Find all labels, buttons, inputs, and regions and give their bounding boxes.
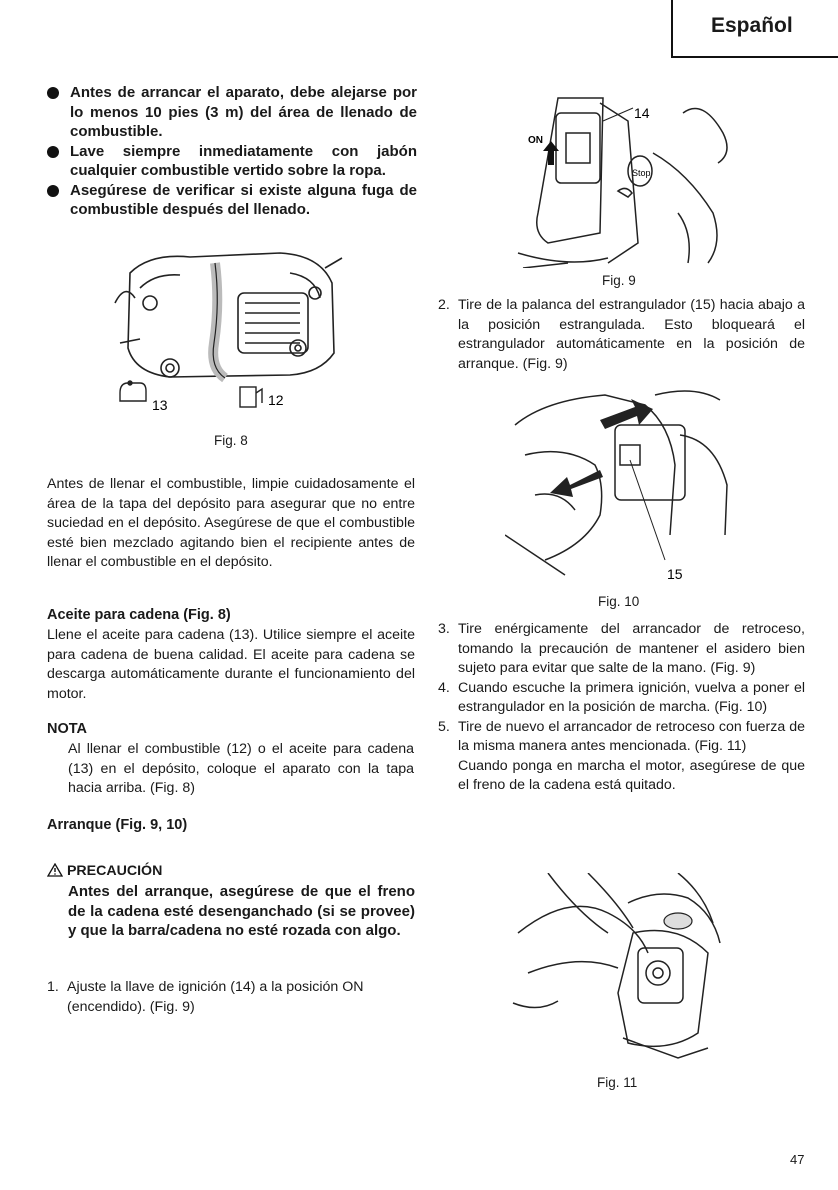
step-4: 4. Cuando escuche la primera ignición, vuelva a poner el estrangulador en la posición de marcha. (Fig. 10)	[438, 679, 805, 715]
language-tab	[671, 0, 838, 58]
fig8-illustration	[110, 243, 350, 418]
steps-list	[438, 620, 805, 796]
step-number: 1.	[47, 979, 59, 995]
chain-oil-heading: Aceite para cadena (Fig. 8)	[47, 607, 231, 623]
step-3: 3. Tire enérgicamente del arrancador de retroceso, tomando la precaución de mantener el asidero bien sujeto para evitar que salte de la mano. (Fig. 9)	[438, 621, 805, 676]
fig9-stop-label: Stop	[632, 168, 651, 178]
fig11-illustration	[508, 873, 728, 1063]
fig8-label-12: 12	[268, 392, 284, 408]
fuel-paragraph: Antes de llenar el combustible, limpie cuidadosamente el área de la tapa del depósito para asegurar que no entre suciedad en el depósito. Asegúrese de que el combustible esté bien mezclado agitando bien el recipiente antes de llenar el combustible en el depósito.	[47, 476, 415, 570]
nota-body: Al llenar el combustible (12) o el aceite para cadena (13) en el depósito, coloque el aparato con la tapa hacia arriba. (Fig. 8)	[68, 741, 414, 796]
fig11-caption: Fig. 11	[597, 1075, 638, 1090]
fig10-label-15: 15	[667, 566, 683, 582]
bullet-dot-icon	[47, 146, 59, 158]
bullet-dot-icon	[47, 185, 59, 197]
step-number: 2.	[438, 297, 450, 313]
warning-bullets	[47, 83, 417, 220]
bullet-item: Asegúrese de verificar si existe alguna fuga de combustible después del llenado.	[47, 181, 417, 220]
chain-oil-body: Llene el aceite para cadena (13). Utilice siempre el aceite para cadena de buena calidad. El aceite para cadena se descarga automáticamente durante el funcionamiento del motor.	[47, 627, 415, 702]
page-number: 47	[790, 1152, 805, 1167]
arranque-heading: Arranque (Fig. 9, 10)	[47, 817, 188, 833]
language-tab-label: Español	[711, 14, 793, 37]
precaucion-body: Antes del arranque, asegúrese de que el freno de la cadena esté desenganchado (si se provee) y que la barra/cadena no esté rozada con algo.	[68, 883, 415, 939]
precaucion-heading: PRECAUCIÓN	[66, 863, 163, 879]
step-text: Ajuste la llave de ignición (14) a la posición ON (encendido). (Fig. 9)	[67, 979, 364, 1015]
bullet-item: Antes de arrancar el aparato, debe alejarse por lo menos 10 pies (3 m) del área de llenado de combustible.	[47, 83, 417, 142]
precaucion-heading-row	[47, 862, 415, 882]
step-text: Tire de la palanca del estrangulador (15) hacia abajo a la posición estrangulada. Esto bloqueará el estrangulador automáticamente en la posición de arranque. (Fig. 9)	[458, 297, 805, 372]
fig10-caption: Fig. 10	[598, 594, 640, 609]
fig10-illustration	[505, 385, 735, 585]
fig9-illustration	[508, 93, 736, 268]
step-1	[47, 978, 415, 1017]
fig8-label-13: 13	[152, 397, 168, 413]
warning-triangle-icon	[47, 863, 63, 877]
step-5: 5. Tire de nuevo el arrancador de retroceso con fuerza de la misma manera antes mencionada. (Fig. 11)	[438, 718, 805, 754]
step-2	[438, 296, 805, 374]
step-5-extra: Cuando ponga en marcha el motor, asegúrese de que el freno de la cadena está quitado.	[458, 757, 805, 793]
nota-heading: NOTA	[47, 721, 88, 737]
fig9-caption: Fig. 9	[602, 273, 636, 288]
bullet-item: Lave siempre inmediatamente con jabón cualquier combustible vertido sobre la ropa.	[47, 142, 417, 181]
fig9-on-label: ON	[528, 135, 543, 146]
fig8-caption: Fig. 8	[214, 433, 248, 448]
fig9-label-14: 14	[634, 105, 650, 121]
bullet-dot-icon	[47, 87, 59, 99]
